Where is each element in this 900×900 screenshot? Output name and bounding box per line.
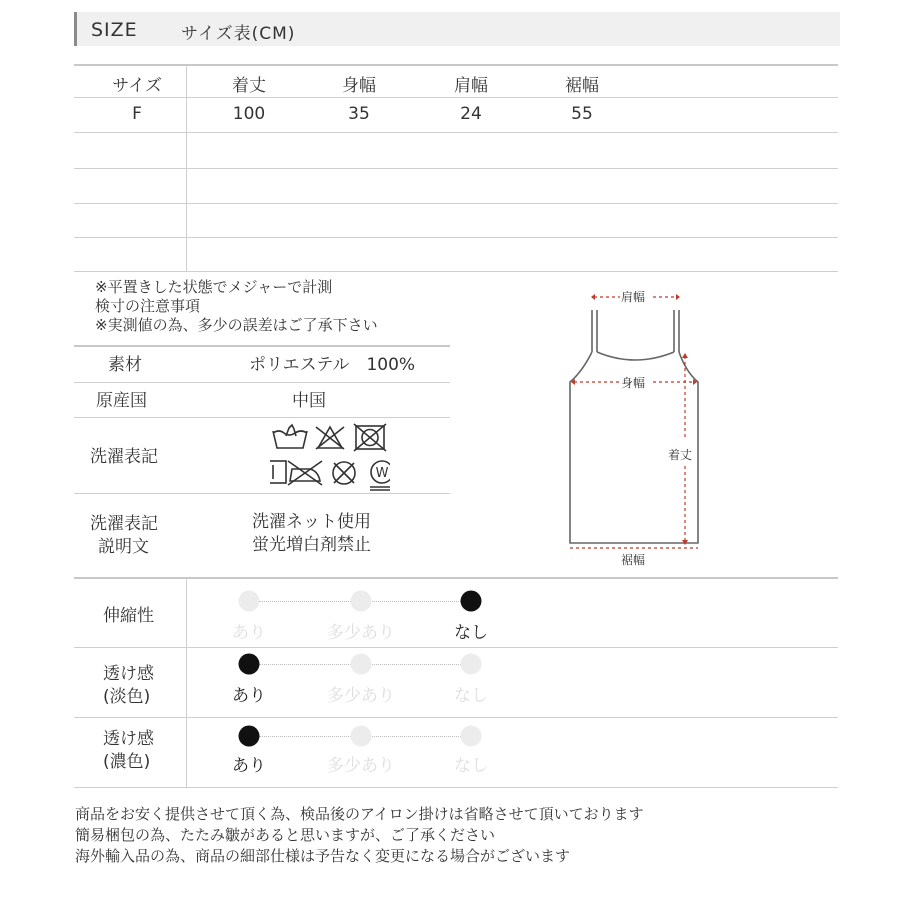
details-divider (74, 417, 450, 418)
rating-option: 多少あり (327, 623, 395, 643)
header-chest: 身幅 (342, 76, 376, 96)
rating-option: あり (232, 623, 266, 643)
wet-clean-gentle-icon (370, 461, 390, 490)
table-divider (74, 203, 838, 204)
details-divider (74, 493, 450, 494)
hem-value: 55 (571, 104, 593, 124)
ratings-border-bottom (74, 787, 838, 788)
note-line: ※実測値の為、多少の誤差はご了承下さい (95, 316, 378, 334)
rating-dot-selected (239, 726, 260, 747)
rating-dot (351, 726, 372, 747)
footer-line: 海外輸入品の為、商品の細部仕様は予告なく変更になる場合がございます (75, 847, 571, 865)
origin-value: 中国 (292, 391, 326, 411)
rating-dot (351, 654, 372, 675)
ratings-divider (74, 717, 838, 718)
svg-text:W: W (375, 466, 389, 481)
footer-notes (75, 804, 644, 867)
table-divider (74, 97, 838, 98)
table-column-divider (186, 65, 187, 271)
care-desc-line1: 洗濯ネット使用 (252, 512, 371, 532)
ratings-column-divider (186, 578, 187, 787)
table-divider (74, 132, 838, 133)
rating-dot-selected (239, 654, 260, 675)
note-line: 検寸の注意事項 (95, 297, 201, 315)
rating-label-sheer-light-sub: (淡色) (103, 687, 151, 707)
header-hem: 裾幅 (565, 76, 599, 96)
shoulder-value: 24 (460, 104, 482, 124)
header-length: 着丈 (232, 76, 266, 96)
line-dry-shade-icon (270, 461, 286, 483)
section-header (74, 12, 840, 46)
diagram-label-chest: 身幅 (621, 376, 646, 390)
diagram-label-shoulder: 肩幅 (621, 290, 646, 304)
header-shoulder: 肩幅 (454, 76, 488, 96)
rating-option-selected: あり (232, 756, 266, 776)
rating-label-sheer-dark-sub: (濃色) (103, 752, 151, 772)
care-desc-line2: 蛍光増白剤禁止 (252, 535, 371, 555)
rating-option: なし (454, 686, 488, 706)
rating-option-selected: なし (454, 623, 488, 643)
rating-option: 多少あり (327, 686, 395, 706)
rating-option: なし (454, 756, 488, 776)
rating-dot (461, 654, 482, 675)
diagram-label-length: 着丈 (668, 448, 693, 462)
ratings-divider (74, 647, 838, 648)
no-bleach-icon (316, 427, 344, 449)
rating-label-stretch: 伸縮性 (103, 606, 154, 626)
no-dry-clean-icon (333, 462, 355, 484)
rating-dot (239, 591, 260, 612)
no-tumble-dry-icon (354, 424, 386, 451)
length-value: 100 (232, 104, 266, 124)
header-title: SIZE (91, 19, 138, 41)
care-label: 洗濯表記 (90, 447, 158, 467)
no-iron-icon (288, 461, 322, 485)
footer-line: 商品をお安く提供させて頂く為、検品後のアイロン掛けは省略させて頂いております (75, 805, 644, 823)
material-label: 素材 (108, 355, 142, 375)
rating-dot-selected (461, 591, 482, 612)
chest-value: 35 (348, 104, 370, 124)
hand-wash-30-icon (273, 425, 307, 448)
care-desc-label-line1: 洗濯表記 (90, 514, 158, 534)
rating-option: 多少あり (327, 756, 395, 776)
table-divider (74, 168, 838, 169)
table-divider (74, 237, 838, 238)
details-border-top (74, 345, 450, 347)
origin-label: 原産国 (96, 391, 147, 411)
material-value: ポリエステル 100% (249, 355, 416, 375)
header-size: サイズ (112, 76, 162, 96)
rating-option-selected: あり (232, 686, 266, 706)
ratings-border-top (74, 577, 838, 579)
table-border-top (74, 64, 838, 66)
note-line: ※平置きした状態でメジャーで計測 (95, 278, 333, 296)
care-symbols (270, 421, 390, 493)
table-border-bottom (74, 271, 838, 272)
size-value: F (132, 104, 142, 124)
rating-dot (351, 591, 372, 612)
care-desc-label-line2: 説明文 (98, 537, 149, 557)
diagram-label-hem: 裾幅 (621, 553, 646, 567)
header-subtitle: サイズ表(CM) (181, 24, 296, 44)
rating-label-sheer-light: 透け感 (103, 664, 154, 684)
details-divider (74, 382, 450, 383)
rating-label-sheer-dark: 透け感 (103, 729, 154, 749)
rating-dot (461, 726, 482, 747)
footer-line: 簡易梱包の為、たたみ皺があると思いますが、ご了承ください (75, 826, 496, 844)
